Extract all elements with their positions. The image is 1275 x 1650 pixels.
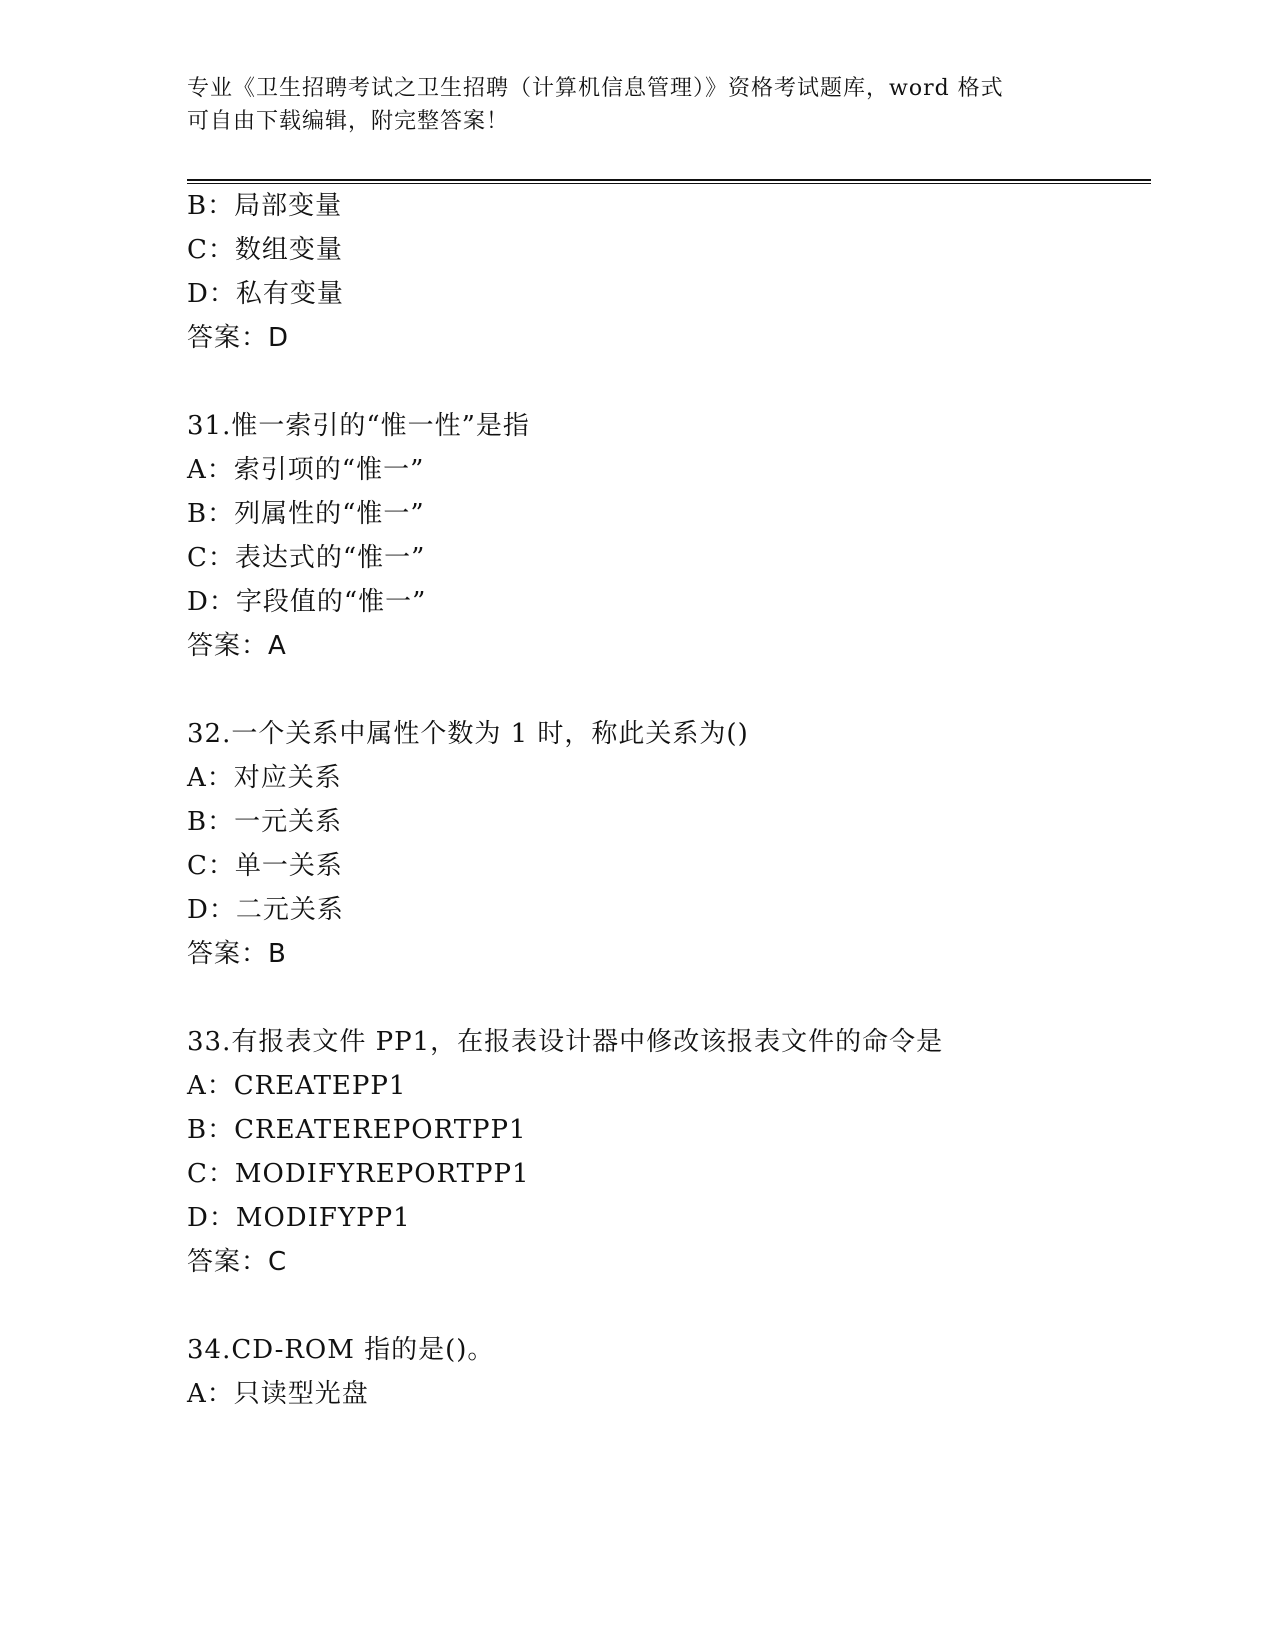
option-d-q32: D：二元关系 <box>187 895 344 925</box>
answer-q33: 答案：C <box>187 1247 288 1277</box>
answer-q32: 答案：B <box>187 939 287 969</box>
option-d-q30: D：私有变量 <box>187 279 344 309</box>
header-line-2: 可自由下载编辑，附完整答案！ <box>187 109 510 134</box>
answer-q30: 答案：D <box>187 323 290 353</box>
option-c-q30: C：数组变量 <box>187 235 343 265</box>
document-header <box>187 72 1067 138</box>
option-d-q33: D：MODIFYPP1 <box>187 1203 411 1233</box>
option-b-q30: B：局部变量 <box>187 191 343 221</box>
option-a-q34: A：只读型光盘 <box>187 1379 369 1409</box>
option-b-q31: B：列属性的“惟一” <box>187 499 425 529</box>
question-31: 31.惟一索引的“惟一性”是指 <box>187 411 530 441</box>
option-c-q31: C：表达式的“惟一” <box>187 543 426 573</box>
option-a-q31: A：索引项的“惟一” <box>187 455 425 485</box>
question-32: 32.一个关系中属性个数为 1 时，称此关系为() <box>187 719 749 749</box>
question-34: 34.CD-ROM 指的是()。 <box>187 1335 495 1365</box>
question-33: 33.有报表文件 PP1，在报表设计器中修改该报表文件的命令是 <box>187 1027 944 1057</box>
option-b-q32: B：一元关系 <box>187 807 343 837</box>
option-c-q33: C：MODIFYREPORTPP1 <box>187 1159 530 1189</box>
header-line-1: 专业《卫生招聘考试之卫生招聘（计算机信息管理）》资格考试题库，word 格式 <box>187 76 1004 101</box>
option-d-q31: D：字段值的“惟一” <box>187 587 427 617</box>
option-a-q33: A：CREATEPP1 <box>187 1071 407 1101</box>
header-divider-thin <box>187 183 1151 184</box>
answer-q31: 答案：A <box>187 631 287 661</box>
option-c-q32: C：单一关系 <box>187 851 343 881</box>
header-divider-thick <box>187 179 1151 181</box>
option-b-q33: B：CREATEREPORTPP1 <box>187 1115 527 1145</box>
option-a-q32: A：对应关系 <box>187 763 342 793</box>
